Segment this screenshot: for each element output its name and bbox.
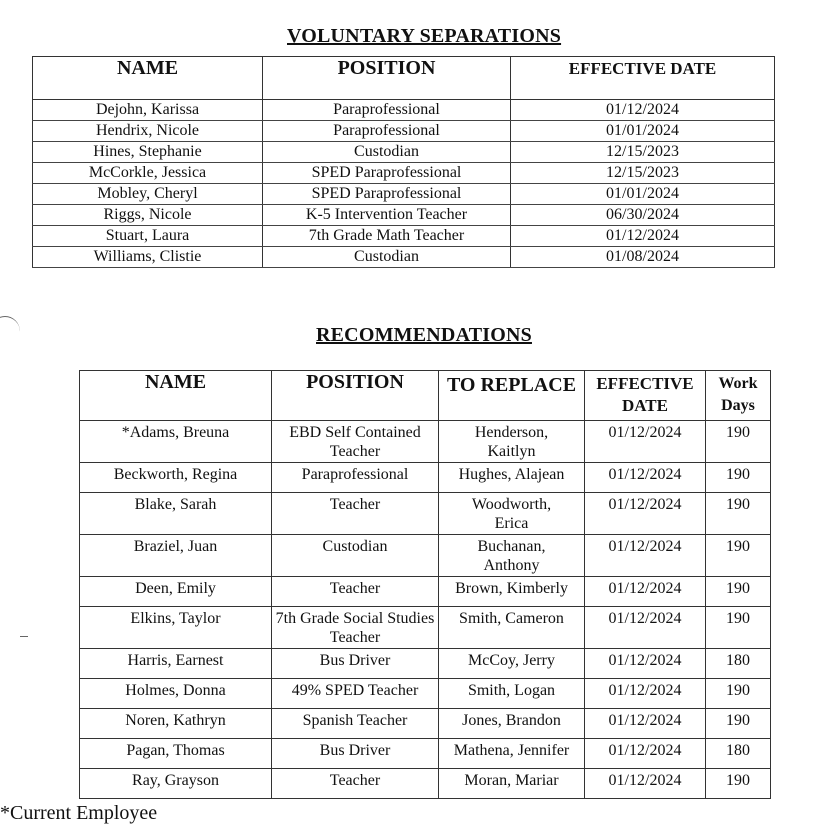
recommendation-replace: Smith, Logan bbox=[439, 679, 585, 709]
recommendation-work-days: 190 bbox=[706, 421, 771, 463]
recommendation-replace: Woodworth, Erica bbox=[439, 493, 585, 535]
recommendations-body bbox=[80, 421, 771, 799]
recommendation-work-days: 190 bbox=[706, 607, 771, 649]
recommendation-row bbox=[80, 577, 771, 607]
recommendation-work-days: 180 bbox=[706, 739, 771, 769]
recommendation-position: Teacher bbox=[272, 769, 439, 799]
scan-mark bbox=[20, 636, 28, 637]
recommendation-name: *Adams, Breuna bbox=[80, 421, 272, 463]
recommendation-work-days: 190 bbox=[706, 769, 771, 799]
separation-date: 06/30/2024 bbox=[511, 205, 775, 226]
separation-name: Hines, Stephanie bbox=[33, 142, 263, 163]
separation-position: Paraprofessional bbox=[263, 100, 511, 121]
recommendation-row bbox=[80, 649, 771, 679]
recommendations-table bbox=[79, 370, 771, 799]
recommendation-name: Holmes, Donna bbox=[80, 679, 272, 709]
separation-row bbox=[33, 184, 775, 205]
recommendation-date: 01/12/2024 bbox=[585, 493, 706, 535]
separation-name: Williams, Clistie bbox=[33, 247, 263, 268]
recommendation-replace: Moran, Mariar bbox=[439, 769, 585, 799]
recommendation-date: 01/12/2024 bbox=[585, 709, 706, 739]
recommendation-date: 01/12/2024 bbox=[585, 739, 706, 769]
separations-header-date: EFFECTIVE DATE bbox=[511, 57, 775, 100]
recommendation-work-days: 190 bbox=[706, 577, 771, 607]
separation-position: SPED Paraprofessional bbox=[263, 184, 511, 205]
recommendations-title: RECOMMENDATIONS bbox=[316, 324, 532, 346]
recommendation-row bbox=[80, 421, 771, 463]
recommendation-work-days: 190 bbox=[706, 463, 771, 493]
recommendation-date: 01/12/2024 bbox=[585, 463, 706, 493]
recommendations-header-days: Work Days bbox=[706, 371, 771, 421]
recommendations-header-name: NAME bbox=[80, 371, 272, 421]
recommendation-row bbox=[80, 607, 771, 649]
recommendation-replace: Smith, Cameron bbox=[439, 607, 585, 649]
recommendation-name: Beckworth, Regina bbox=[80, 463, 272, 493]
separation-date: 01/01/2024 bbox=[511, 121, 775, 142]
recommendation-replace: Jones, Brandon bbox=[439, 709, 585, 739]
recommendation-position: 7th Grade Social Studies Teacher bbox=[272, 607, 439, 649]
recommendation-work-days: 190 bbox=[706, 493, 771, 535]
recommendation-row bbox=[80, 463, 771, 493]
separation-position: Custodian bbox=[263, 247, 511, 268]
recommendation-name: Elkins, Taylor bbox=[80, 607, 272, 649]
separations-body bbox=[33, 100, 775, 268]
separation-name: Stuart, Laura bbox=[33, 226, 263, 247]
recommendation-row bbox=[80, 769, 771, 799]
separation-row bbox=[33, 163, 775, 184]
separation-row bbox=[33, 247, 775, 268]
separation-name: Hendrix, Nicole bbox=[33, 121, 263, 142]
separation-row bbox=[33, 205, 775, 226]
recommendation-name: Pagan, Thomas bbox=[80, 739, 272, 769]
recommendations-header-position: POSITION bbox=[272, 371, 439, 421]
recommendation-position: Custodian bbox=[272, 535, 439, 577]
recommendation-name: Harris, Earnest bbox=[80, 649, 272, 679]
recommendation-date: 01/12/2024 bbox=[585, 649, 706, 679]
recommendation-replace: McCoy, Jerry bbox=[439, 649, 585, 679]
recommendation-date: 01/12/2024 bbox=[585, 535, 706, 577]
recommendations-header-date: EFFECTIVE DATE bbox=[585, 371, 706, 421]
recommendation-replace: Buchanan, Anthony bbox=[439, 535, 585, 577]
recommendations-header-replace: TO REPLACE bbox=[439, 371, 585, 421]
scan-mark bbox=[0, 316, 20, 347]
recommendation-row bbox=[80, 535, 771, 577]
separations-header-name: NAME bbox=[33, 57, 263, 100]
separations-header-position: POSITION bbox=[263, 57, 511, 100]
recommendation-work-days: 190 bbox=[706, 535, 771, 577]
separations-title: VOLUNTARY SEPARATIONS bbox=[287, 25, 562, 47]
recommendations-header-row bbox=[80, 371, 771, 421]
recommendation-position: Paraprofessional bbox=[272, 463, 439, 493]
separation-date: 01/08/2024 bbox=[511, 247, 775, 268]
separation-name: Mobley, Cheryl bbox=[33, 184, 263, 205]
separation-row bbox=[33, 100, 775, 121]
recommendation-date: 01/12/2024 bbox=[585, 679, 706, 709]
separation-position: K-5 Intervention Teacher bbox=[263, 205, 511, 226]
recommendation-position: Bus Driver bbox=[272, 649, 439, 679]
recommendation-position: Spanish Teacher bbox=[272, 709, 439, 739]
separations-header-row bbox=[33, 57, 775, 100]
recommendation-name: Noren, Kathryn bbox=[80, 709, 272, 739]
separations-table bbox=[32, 56, 775, 268]
recommendation-name: Braziel, Juan bbox=[80, 535, 272, 577]
recommendation-row bbox=[80, 739, 771, 769]
recommendation-replace: Brown, Kimberly bbox=[439, 577, 585, 607]
recommendation-date: 01/12/2024 bbox=[585, 607, 706, 649]
separation-date: 12/15/2023 bbox=[511, 142, 775, 163]
separation-name: Dejohn, Karissa bbox=[33, 100, 263, 121]
recommendation-replace: Hughes, Alajean bbox=[439, 463, 585, 493]
recommendation-date: 01/12/2024 bbox=[585, 421, 706, 463]
separation-position: 7th Grade Math Teacher bbox=[263, 226, 511, 247]
separation-date: 01/01/2024 bbox=[511, 184, 775, 205]
recommendation-row bbox=[80, 493, 771, 535]
separation-row bbox=[33, 142, 775, 163]
recommendation-replace: Mathena, Jennifer bbox=[439, 739, 585, 769]
separation-name: McCorkle, Jessica bbox=[33, 163, 263, 184]
recommendation-name: Blake, Sarah bbox=[80, 493, 272, 535]
separation-position: SPED Paraprofessional bbox=[263, 163, 511, 184]
separation-date: 01/12/2024 bbox=[511, 100, 775, 121]
separation-position: Custodian bbox=[263, 142, 511, 163]
recommendation-row bbox=[80, 679, 771, 709]
recommendation-name: Deen, Emily bbox=[80, 577, 272, 607]
recommendation-name: Ray, Grayson bbox=[80, 769, 272, 799]
separation-date: 01/12/2024 bbox=[511, 226, 775, 247]
recommendation-position: Teacher bbox=[272, 577, 439, 607]
recommendation-row bbox=[80, 709, 771, 739]
separation-row bbox=[33, 121, 775, 142]
footnote: *Current Employee bbox=[0, 802, 158, 824]
recommendation-date: 01/12/2024 bbox=[585, 577, 706, 607]
separation-row bbox=[33, 226, 775, 247]
recommendation-work-days: 190 bbox=[706, 679, 771, 709]
separation-name: Riggs, Nicole bbox=[33, 205, 263, 226]
recommendation-work-days: 180 bbox=[706, 649, 771, 679]
recommendation-position: Teacher bbox=[272, 493, 439, 535]
recommendation-position: EBD Self Contained Teacher bbox=[272, 421, 439, 463]
recommendation-position: Bus Driver bbox=[272, 739, 439, 769]
recommendation-date: 01/12/2024 bbox=[585, 769, 706, 799]
recommendation-replace: Henderson, Kaitlyn bbox=[439, 421, 585, 463]
separation-position: Paraprofessional bbox=[263, 121, 511, 142]
separation-date: 12/15/2023 bbox=[511, 163, 775, 184]
recommendation-work-days: 190 bbox=[706, 709, 771, 739]
recommendation-position: 49% SPED Teacher bbox=[272, 679, 439, 709]
